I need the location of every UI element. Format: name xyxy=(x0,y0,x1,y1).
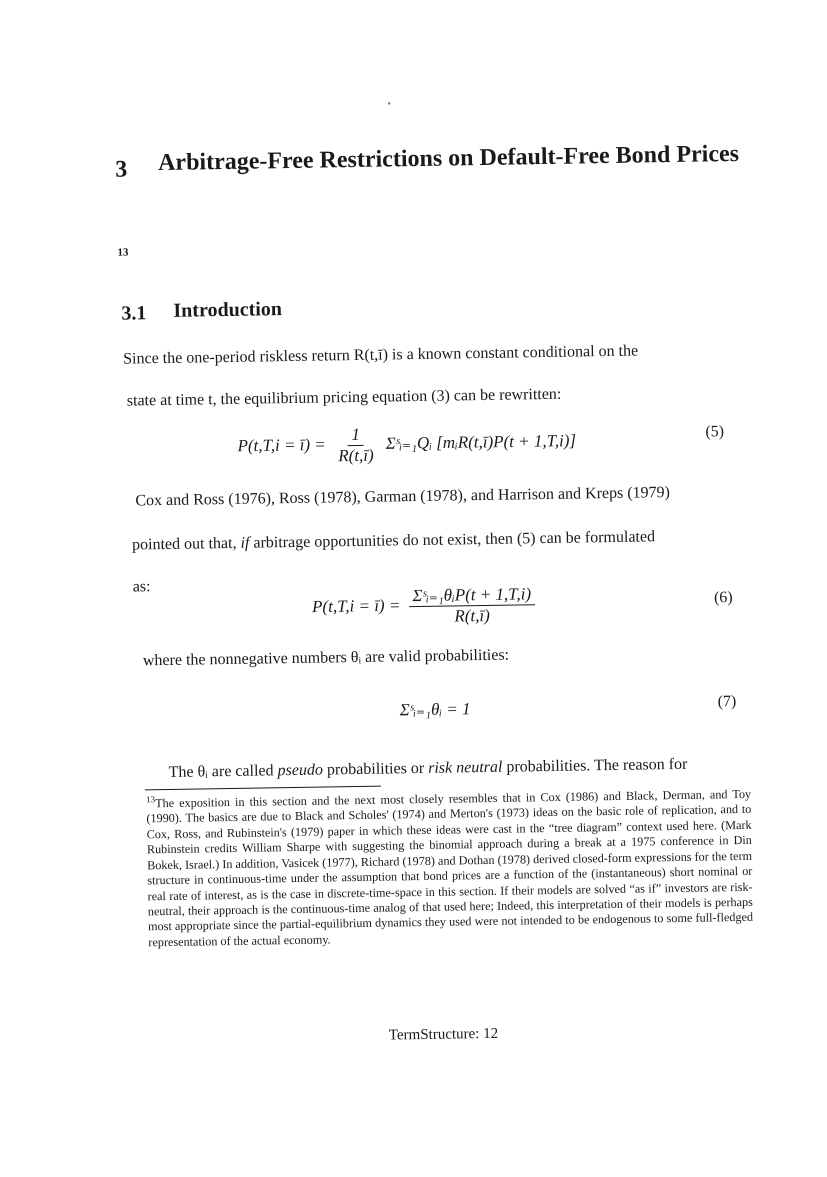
equation-number: (6) xyxy=(713,589,733,607)
equation-lhs: P(t,T,i = ī) = xyxy=(311,595,401,617)
emphasis-text: pseudo xyxy=(277,761,324,780)
paragraph-line: where the nonnegative numbers θᵢ are valid probabilities: xyxy=(142,646,510,670)
page-footer: TermStructure: 12 xyxy=(388,1025,499,1044)
equation-6 xyxy=(312,584,540,629)
equation-fraction xyxy=(334,425,378,467)
footnote-marker: 13 xyxy=(146,794,156,805)
equation-lhs: P(t,T,i = ī) = xyxy=(237,434,326,456)
footnote xyxy=(146,783,753,951)
paragraph-line: Cox and Ross (1976), Ross (1978), Garman (1978), and Harrison and Kreps (1979) xyxy=(135,484,671,510)
paragraph-line: state at time t, the equilibrium pricing equation (3) can be rewritten: xyxy=(126,385,562,410)
footnote-reference: 13 xyxy=(117,246,129,259)
text-run: arbitrage opportunities do not exist, then (5) can be formulated xyxy=(249,528,656,552)
subsection-title: Introduction xyxy=(173,298,283,322)
fraction-denominator: R(t,ī) xyxy=(454,605,490,626)
text-run: The θᵢ are called xyxy=(168,762,278,781)
text-run: probabilities. The reason for xyxy=(502,755,688,776)
emphasis-text: if xyxy=(240,534,250,552)
text-run: pointed out that, xyxy=(131,534,241,554)
equation-7: Σˢᵢ₌₁θᵢ = 1 xyxy=(399,699,471,720)
section-number: 3 xyxy=(114,156,128,183)
fraction-numerator: Σˢᵢ₌₁θᵢP(t + 1,T,i) xyxy=(408,584,535,607)
footnote-text: The exposition in this section and the next most closely resembles that in Cox (1986) and Black, Derman, and Toy (1990). The basics are due to Black and Scholes' (1974) and Merton's (1973) ideas on the basic role of replication, and to Cox, Ross, and Rubinstein's (1979) paper in which these ideas were cast in the “tree diagram” context used here. (Mark Rubinstein credits William Sharpe with suggesting the binomial approach during a break at a 1975 conference in Din Bokek, Israel.) In addition, Vasicek (1977), Richard (1978) and Dothan (1978) derived closed-form expressions for the term structure in continuous-time under the assumption that bond prices are a function of the (instantaneous) short nominal or real rate of interest, as is the case in discrete-time-space in this section. If their models are solved “as if” investors are risk-neutral, their approach is the continuous-time analog of that used here; Indeed, this interpretation of their models is perhaps most appropriate since the partial-equilibrium dynamics they used were not intended to be endogenous to some full-fledged representation of the actual economy. xyxy=(146,786,754,950)
section-title: Arbitrage-Free Restrictions on Default-Free Bond Prices xyxy=(157,140,740,177)
fraction-denominator: R(t,ī) xyxy=(338,445,374,466)
paragraph-line xyxy=(132,528,655,554)
subsection-number: 3.1 xyxy=(121,302,147,325)
text-run: probabilities or xyxy=(322,759,429,779)
equation-5 xyxy=(237,422,576,468)
equation-number: (5) xyxy=(705,423,725,441)
paragraph-line: as: xyxy=(132,578,151,596)
paragraph-line: Since the one-period riskless return R(t,ī) is a known constant conditional on the xyxy=(123,342,639,368)
equation-rhs: Σˢᵢ₌₁Qᵢ [mᵢR(t,ī)P(t + 1,T,i)] xyxy=(385,430,577,453)
equation-number: (7) xyxy=(717,693,737,711)
emphasis-text: risk neutral xyxy=(428,758,503,777)
paragraph-line xyxy=(169,756,688,782)
equation-fraction xyxy=(408,584,535,627)
scan-speck xyxy=(388,102,390,104)
fraction-numerator: 1 xyxy=(347,425,364,446)
